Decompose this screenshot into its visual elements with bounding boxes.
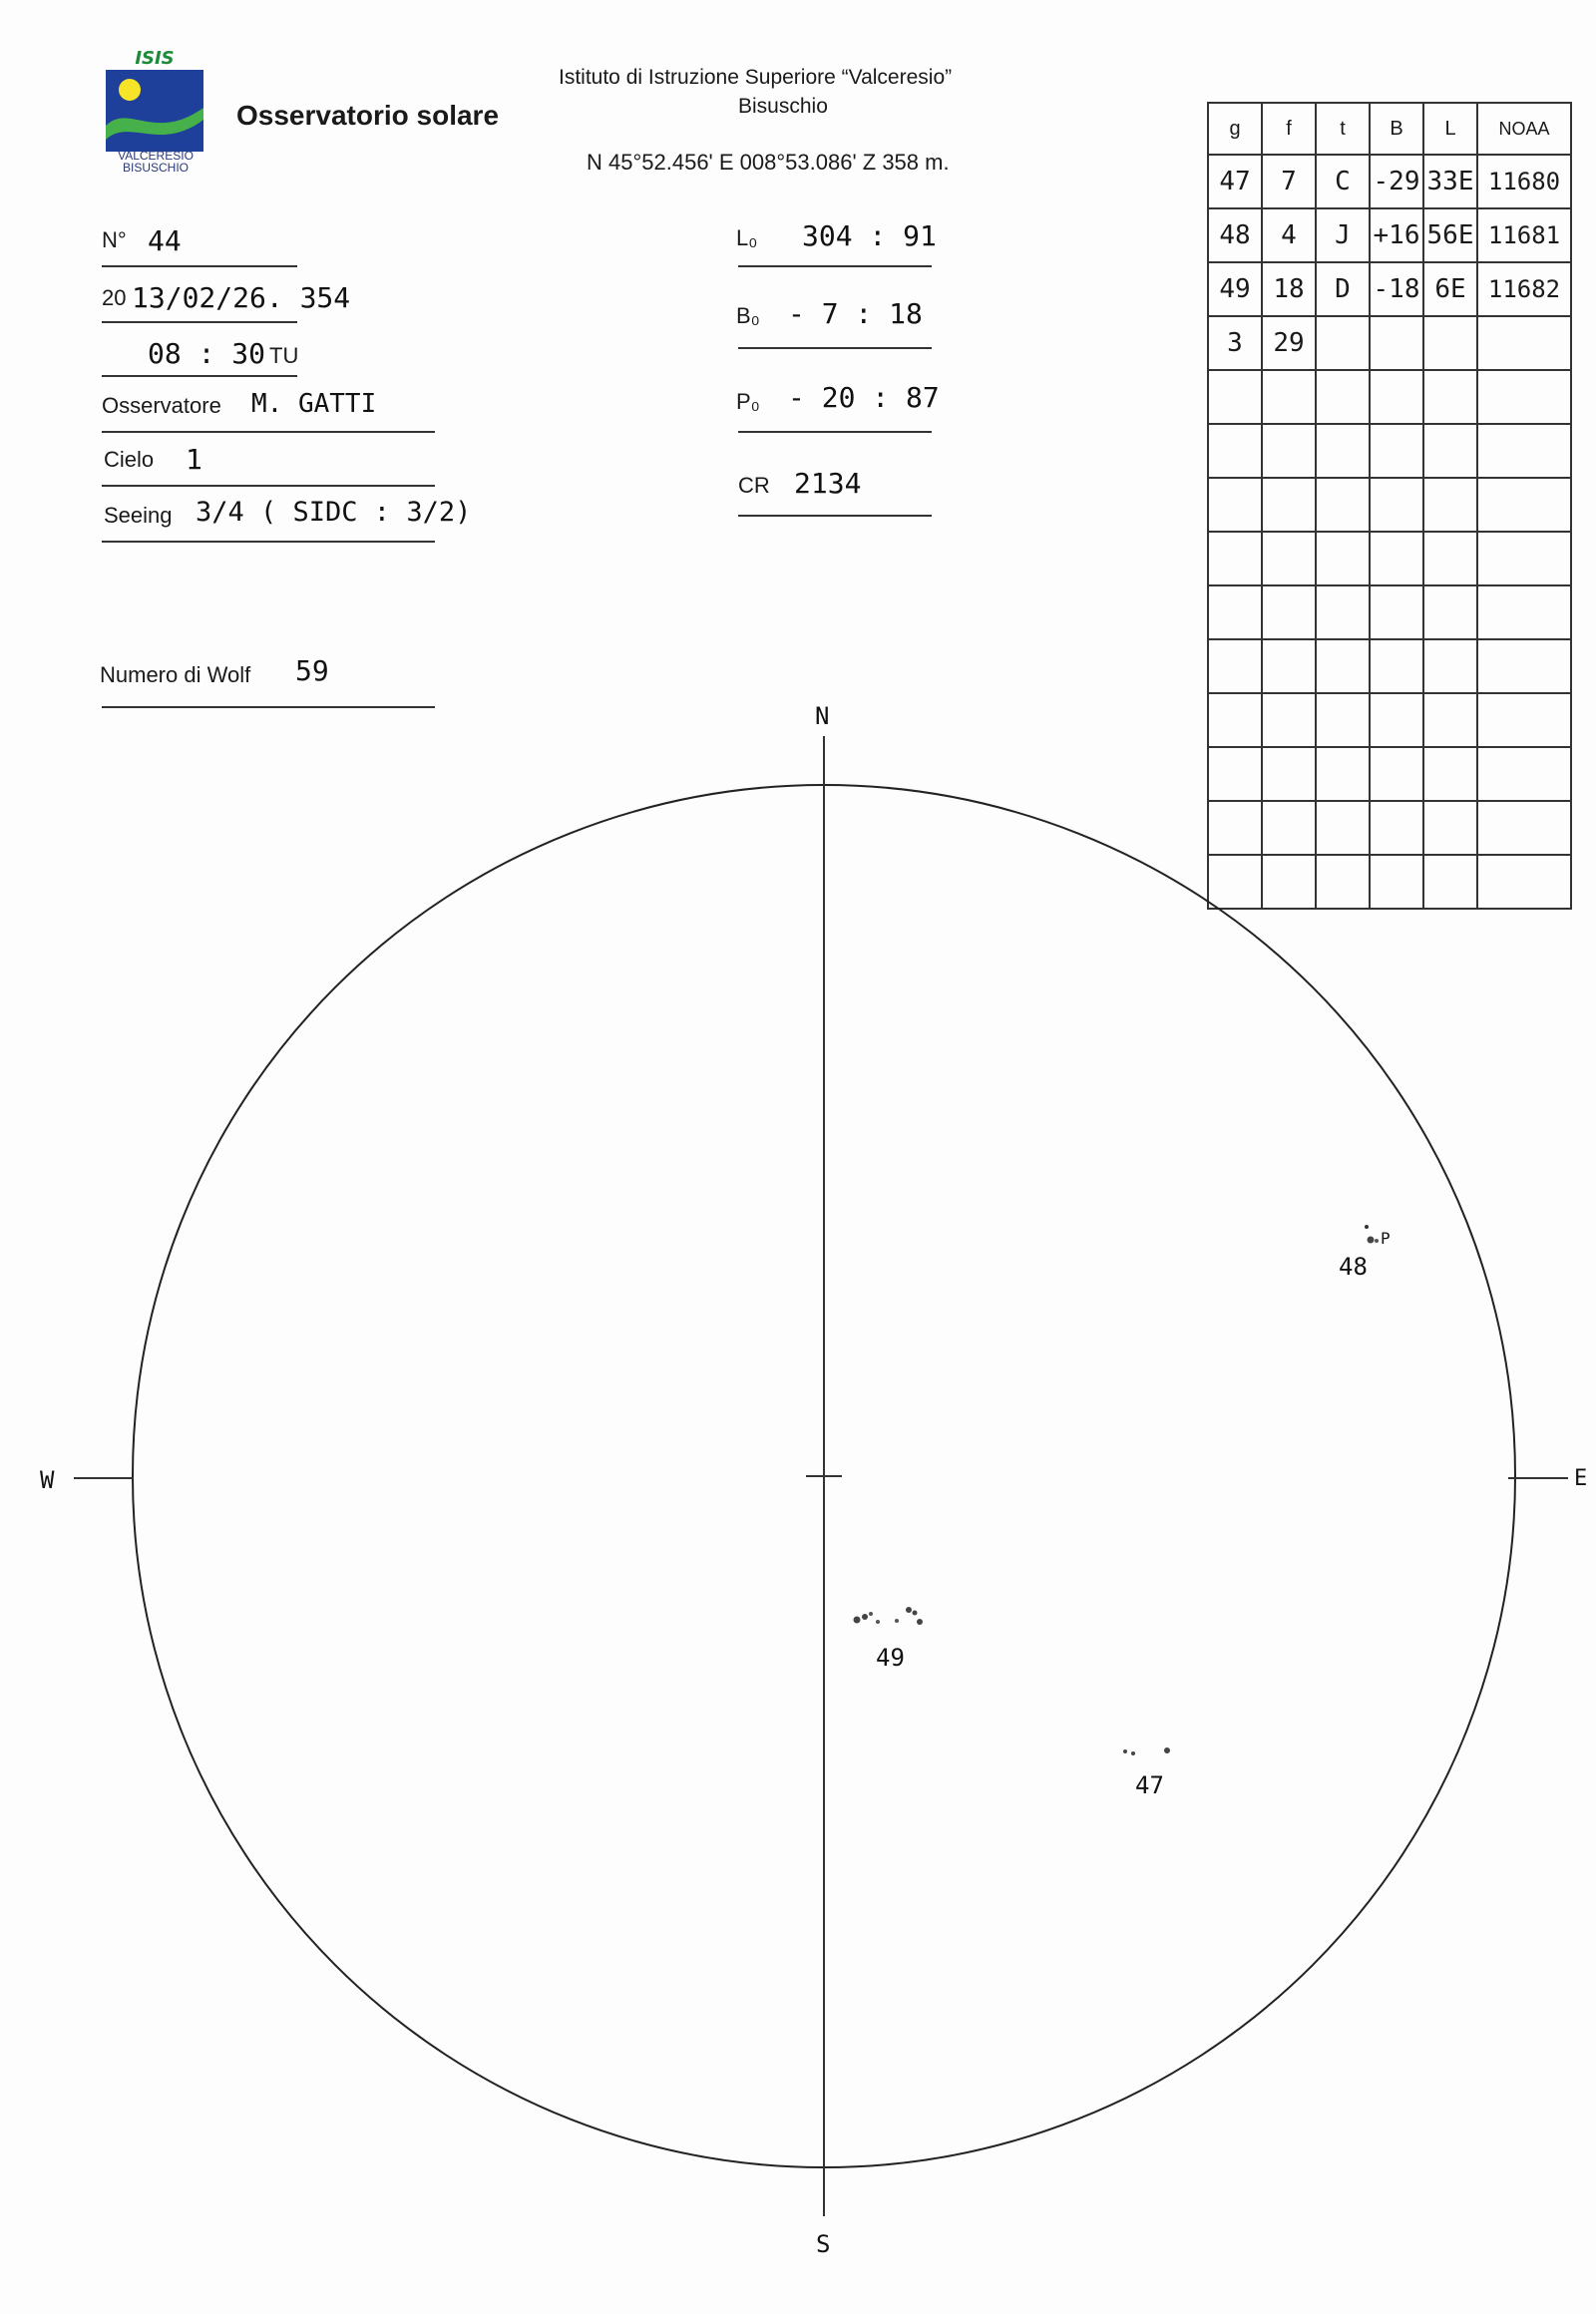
table-cell: J <box>1316 208 1370 262</box>
sunspot-group-47 <box>1123 1747 1170 1755</box>
sunspot-group-49 <box>854 1607 924 1625</box>
date-prefix: 20 <box>102 285 127 310</box>
table-cell: 6E <box>1423 262 1477 316</box>
logo-wordmark: ISIS <box>135 48 175 69</box>
b0-value: - 7 : 18 <box>788 297 923 330</box>
wolf-value: 59 <box>295 654 329 687</box>
group-48-note: P <box>1381 1229 1391 1248</box>
east-label: E <box>1574 1466 1588 1491</box>
header-b: B <box>1370 103 1423 155</box>
time-value: 08 : 30 <box>148 337 266 370</box>
seeing-value: 3/4 ( SIDC : 3/2) <box>196 497 472 528</box>
sunspot-group-48 <box>1365 1225 1379 1244</box>
institute-town: Bisuschio <box>738 95 828 118</box>
table-cell: 49 <box>1208 262 1262 316</box>
table-cell: +16 <box>1370 208 1423 262</box>
time-unit: TU <box>269 343 299 368</box>
number-value: 44 <box>148 224 182 257</box>
group-47-label: 47 <box>1135 1771 1164 1799</box>
table-cell: 11681 <box>1477 208 1571 262</box>
b0-label: B₀ <box>736 303 760 328</box>
sky-label: Cielo <box>104 447 155 472</box>
table-cell: D <box>1316 262 1370 316</box>
header-f: f <box>1262 103 1316 155</box>
table-cell: 3 <box>1208 316 1262 370</box>
table-cell: C <box>1316 155 1370 208</box>
number-label: N° <box>102 227 127 252</box>
date-value: 13/02/26. 354 <box>132 281 351 314</box>
header-t: t <box>1316 103 1370 155</box>
cr-value: 2134 <box>794 467 862 500</box>
l0-value: 304 : 91 <box>802 219 937 252</box>
header-l: L <box>1423 103 1477 155</box>
p0-value: - 20 : 87 <box>788 381 940 414</box>
table-cell: 33E <box>1423 155 1477 208</box>
table-cell: 11680 <box>1477 155 1571 208</box>
cr-label: CR <box>738 473 770 498</box>
table-cell: -18 <box>1370 262 1423 316</box>
page-title: Osservatorio solare <box>236 100 500 131</box>
table-cell: 48 <box>1208 208 1262 262</box>
seeing-label: Seeing <box>104 503 173 528</box>
table-cell: -29 <box>1370 155 1423 208</box>
sky-value: 1 <box>186 443 202 476</box>
group-48-label: 48 <box>1339 1253 1368 1281</box>
observatory-coordinates: N 45°52.456' E 008°53.086' Z 358 m. <box>587 150 950 175</box>
table-cell: 56E <box>1423 208 1477 262</box>
table-cell: 11682 <box>1477 262 1571 316</box>
l0-label: L₀ <box>736 225 758 250</box>
north-label: N <box>815 702 830 730</box>
table-cell: 4 <box>1262 208 1316 262</box>
observer-value: M. GATTI <box>251 389 377 419</box>
south-label: S <box>816 2230 831 2258</box>
institute-name: Istituto di Istruzione Superiore “Valceresio” <box>559 66 953 89</box>
logo-caption: VALCERESIO BISUSCHIO <box>118 149 194 175</box>
observer-label: Osservatore <box>102 393 221 418</box>
wolf-label: Numero di Wolf <box>100 662 251 687</box>
table-cell: 7 <box>1262 155 1316 208</box>
p0-label: P₀ <box>736 389 760 414</box>
west-label: W <box>40 1466 55 1494</box>
table-cell: 18 <box>1262 262 1316 316</box>
group-49-label: 49 <box>876 1644 905 1672</box>
header-noaa: NOAA <box>1477 103 1571 155</box>
header-g: g <box>1208 103 1262 155</box>
table-cell: 29 <box>1262 316 1316 370</box>
table-cell: 47 <box>1208 155 1262 208</box>
